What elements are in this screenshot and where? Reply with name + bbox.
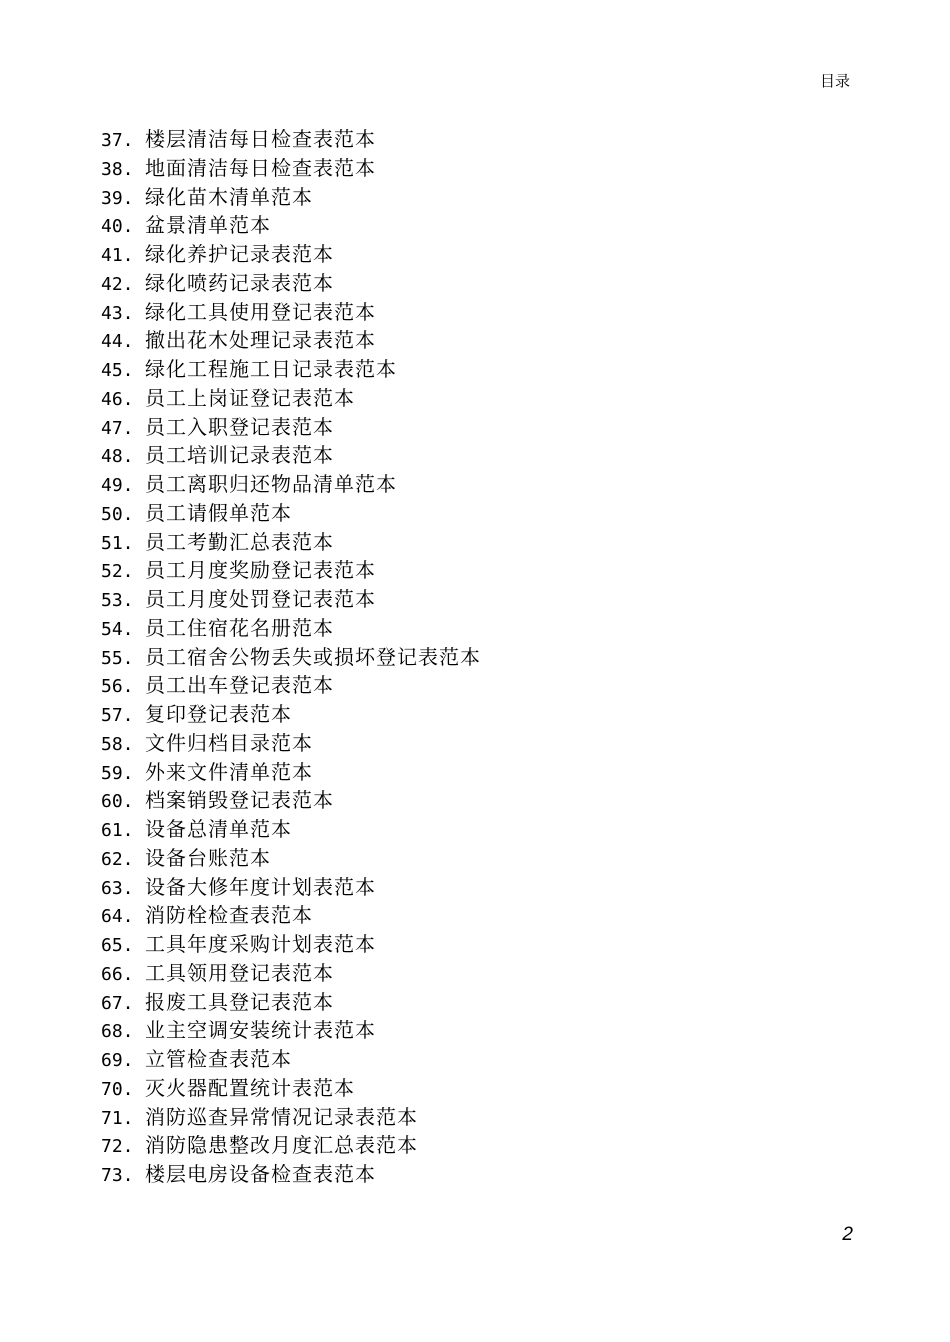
toc-entry (101, 1016, 481, 1045)
toc-entry (101, 844, 481, 873)
toc-entry-title: 设备总清单范本 (145, 817, 292, 841)
toc-entry-title: 消防巡查异常情况记录表范本 (145, 1104, 418, 1129)
toc-entry-number: 68. (101, 1021, 134, 1043)
toc-entry (101, 470, 481, 499)
toc-entry-number: 55. (101, 647, 134, 669)
toc-entry-number: 38. (101, 158, 134, 180)
toc-entry (101, 1160, 481, 1189)
page-number: 2 (842, 1224, 853, 1245)
toc-entry (101, 729, 481, 758)
toc-entry-title: 员工入职登记表范本 (145, 414, 334, 439)
toc-entry-title: 工具年度采购计划表范本 (145, 932, 376, 956)
toc-list (101, 125, 481, 1189)
toc-entry-title: 报废工具登记表范本 (145, 989, 334, 1014)
toc-entry-title: 文件归档目录范本 (145, 730, 313, 755)
toc-entry (101, 441, 481, 470)
toc-entry-number: 48. (101, 446, 134, 468)
toc-entry (101, 528, 481, 557)
toc-entry-title: 撤出花木处理记录表范本 (145, 328, 376, 353)
toc-entry-title: 员工培训记录表范本 (145, 443, 334, 468)
toc-entry-number: 43. (101, 302, 134, 324)
toc-entry (101, 614, 481, 643)
toc-entry-number: 40. (101, 216, 134, 238)
toc-entry-number: 66. (101, 963, 134, 985)
toc-entry (101, 125, 481, 154)
toc-entry-title: 灭火器配置统计表范本 (145, 1075, 355, 1100)
toc-entry-number: 62. (101, 848, 134, 870)
toc-entry (101, 1103, 481, 1132)
toc-entry-title: 绿化养护记录表范本 (145, 242, 334, 266)
toc-entry-title: 业主空调安装统计表范本 (145, 1018, 376, 1043)
toc-entry-title: 地面清洁每日检查表范本 (145, 155, 376, 180)
toc-entry-number: 73. (101, 1165, 134, 1186)
toc-entry-title: 立管检查表范本 (145, 1047, 292, 1071)
toc-entry-title: 工具领用登记表范本 (145, 960, 334, 985)
toc-entry-title: 绿化喷药记录表范本 (145, 270, 334, 295)
toc-entry-title: 员工月度处罚登记表范本 (145, 587, 376, 611)
toc-entry-number: 39. (101, 187, 134, 209)
toc-entry-number: 51. (101, 532, 134, 554)
toc-entry (101, 901, 481, 930)
toc-entry-title: 档案销毁登记表范本 (145, 788, 334, 813)
toc-entry-title: 员工上岗证登记表范本 (145, 385, 355, 410)
toc-entry (101, 988, 481, 1017)
toc-entry-title: 员工离职归还物品清单范本 (145, 472, 397, 496)
toc-entry (101, 1045, 481, 1074)
toc-entry (101, 959, 481, 988)
toc-entry-title: 设备大修年度计划表范本 (145, 874, 376, 899)
toc-entry-number: 54. (101, 618, 134, 640)
toc-entry-number: 41. (101, 245, 134, 266)
toc-entry-title: 楼层清洁每日检查表范本 (145, 127, 376, 151)
toc-entry-title: 员工考勤汇总表范本 (145, 529, 334, 554)
toc-entry-title: 外来文件清单范本 (145, 759, 313, 784)
toc-entry (101, 183, 481, 212)
toc-entry (101, 643, 481, 672)
toc-entry-number: 63. (101, 877, 134, 899)
toc-entry (101, 873, 481, 902)
toc-entry-title: 设备台账范本 (145, 845, 271, 870)
toc-entry-title: 员工住宿花名册范本 (145, 615, 334, 640)
toc-entry-number: 67. (101, 992, 134, 1014)
toc-entry (101, 1074, 481, 1103)
toc-entry (101, 1131, 481, 1160)
toc-entry-number: 52. (101, 561, 134, 583)
toc-entry-number: 65. (101, 935, 134, 956)
toc-entry-title: 复印登记表范本 (145, 702, 292, 726)
toc-entry-number: 61. (101, 820, 134, 841)
toc-entry (101, 326, 481, 355)
toc-entry (101, 240, 481, 269)
toc-entry-title: 员工出车登记表范本 (145, 673, 334, 698)
toc-entry-title: 消防隐患整改月度汇总表范本 (145, 1133, 418, 1158)
toc-entry-title: 员工月度奖励登记表范本 (145, 558, 376, 583)
toc-entry-title: 员工请假单范本 (145, 500, 292, 525)
toc-entry (101, 786, 481, 815)
toc-entry (101, 384, 481, 413)
toc-entry (101, 815, 481, 844)
header-title: 目录 (819, 72, 850, 90)
toc-entry (101, 413, 481, 442)
toc-entry (101, 499, 481, 528)
toc-entry-title: 消防栓检查表范本 (145, 903, 313, 928)
toc-entry-number: 70. (101, 1078, 134, 1100)
toc-entry (101, 930, 481, 959)
toc-entry-number: 50. (101, 503, 134, 525)
toc-entry (101, 211, 481, 240)
toc-entry-number: 64. (101, 906, 134, 928)
toc-entry-number: 71. (101, 1107, 134, 1129)
toc-entry (101, 671, 481, 700)
toc-entry-title: 绿化工程施工日记录表范本 (145, 357, 397, 381)
toc-entry (101, 298, 481, 327)
toc-entry-title: 盆景清单范本 (145, 213, 271, 238)
toc-entry-number: 57. (101, 705, 134, 726)
toc-entry-number: 60. (101, 791, 134, 813)
toc-entry-number: 59. (101, 762, 134, 784)
toc-entry-number: 45. (101, 360, 134, 381)
toc-entry-title: 楼层电房设备检查表范本 (145, 1162, 376, 1186)
toc-entry-number: 37. (101, 130, 134, 151)
toc-entry (101, 585, 481, 614)
toc-entry-title: 绿化苗木清单范本 (145, 184, 313, 209)
toc-entry-number: 56. (101, 676, 134, 698)
page-header (820, 71, 850, 91)
toc-entry-number: 53. (101, 590, 134, 611)
toc-entry-number: 46. (101, 388, 134, 410)
toc-entry-number: 49. (101, 475, 134, 496)
toc-entry (101, 758, 481, 787)
toc-entry-number: 47. (101, 417, 134, 439)
toc-entry-number: 42. (101, 273, 134, 295)
toc-entry-number: 58. (101, 733, 134, 755)
toc-entry-title: 绿化工具使用登记表范本 (145, 299, 376, 324)
toc-entry-number: 44. (101, 331, 134, 353)
toc-entry-title: 员工宿舍公物丢失或损坏登记表范本 (145, 644, 481, 669)
toc-entry (101, 556, 481, 585)
toc-entry (101, 355, 481, 384)
toc-entry (101, 269, 481, 298)
toc-entry (101, 700, 481, 729)
toc-entry-number: 69. (101, 1050, 134, 1071)
toc-entry-number: 72. (101, 1136, 134, 1158)
toc-entry (101, 154, 481, 183)
